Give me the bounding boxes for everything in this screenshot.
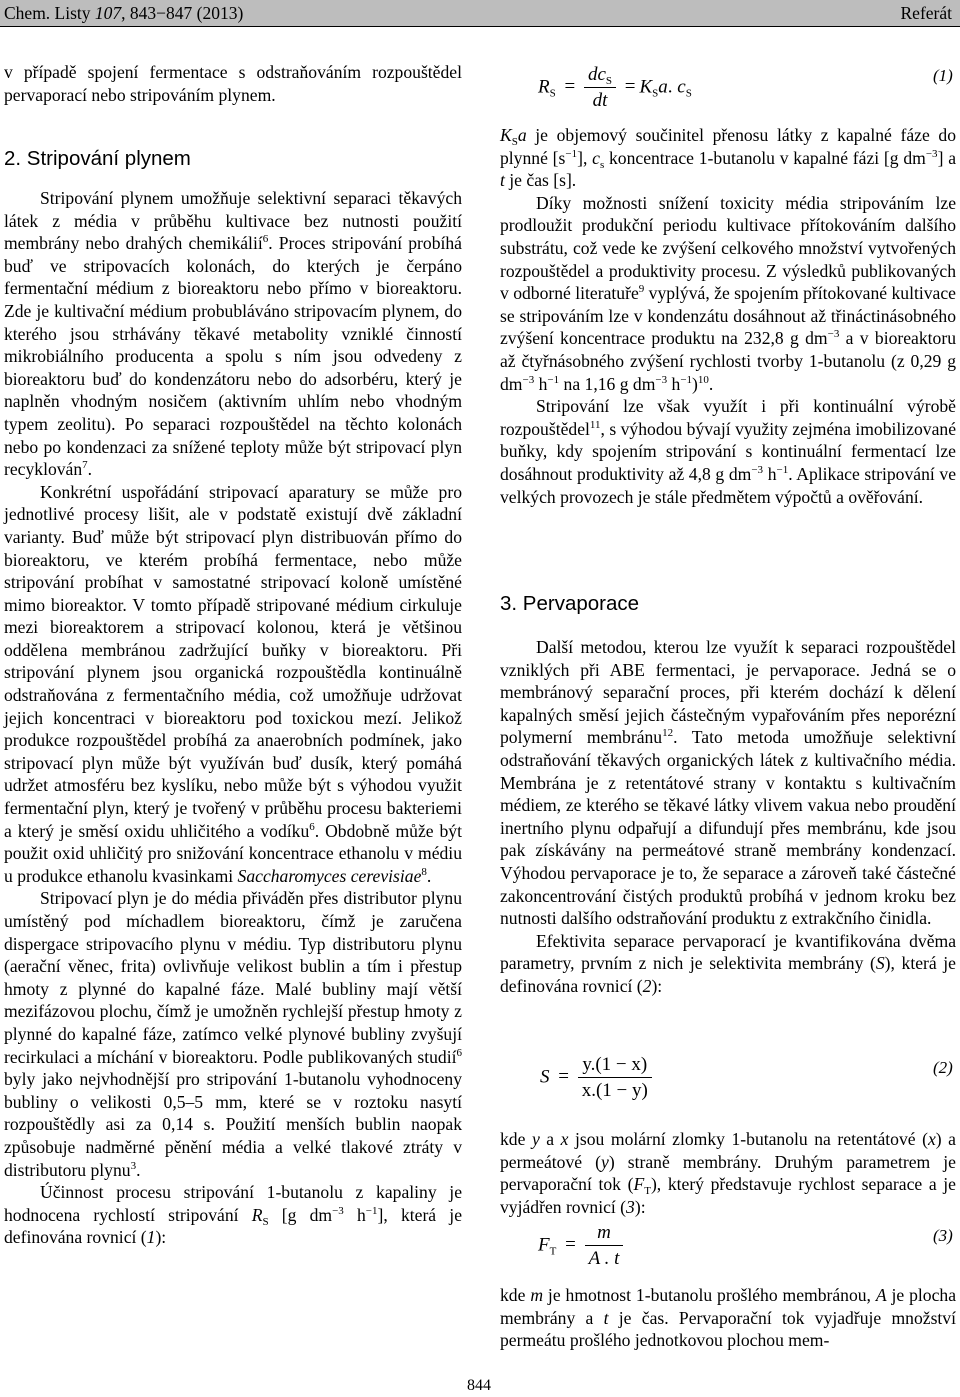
citation-ref: 7 bbox=[82, 459, 88, 472]
citation-ref: 12 bbox=[662, 727, 674, 740]
citation-ref: 8 bbox=[421, 865, 427, 878]
paragraph: Stripovací plyn je do média přiváděn přes distributor plynu umístěný pod míchadlem bioreaktoru, čímž je zaručena dispergace stripovacího plynu v médiu. Typ distributoru plynu (aerační věnec, frita) ovlivňuje velikost bublin a tím i přestup hmoty z plynné do kapalné fáze. Malé bubliny mají větší mezifázovou plochu, čímž je umožněn rychlejší přestup hmoty z plynné do kapalné fáze, zatímco velké plynové bubliny zvyšují recirkulaci a míchání v bioreaktoru. Podle publikovaných studií$^6$ byly jako nejvhodnější pro stripování 1-butanolu vyhodnoceny bubliny o velikosti 0,5–5 mm, které se v roztoku nasytí rozpouštědly asi za 0,14 s. Použití menších bublin naopak způsobuje nadměrné pěnění média a velké tlakové ztráty v distributoru plynu$^3$. bbox=[4, 888, 462, 1180]
fraction: $\frac{y.(1 - x)}{x.(1 - y)}$ bbox=[578, 1054, 652, 1102]
citation-ref: 6 bbox=[456, 1046, 462, 1059]
equation-number: (2) bbox=[933, 1058, 953, 1077]
equation-number: (1) bbox=[933, 66, 953, 85]
article-type: Referát bbox=[900, 3, 952, 23]
citation-ref: 3 bbox=[130, 1159, 137, 1172]
paragraph: Účinnost procesu stripování 1-butanolu z kapaliny je hodnocena rychlostí stripování $R_S$ [g $dm^{-3}$ $h^{-1}$], která je definována rovnicí (1): bbox=[4, 1182, 462, 1248]
intro-text: v případě spojení fermentace s odstraňováním rozpouštědel pervaporací nebo stripováním plynem. bbox=[4, 62, 462, 105]
page-number: 844 bbox=[467, 1377, 491, 1394]
section-heading-stripping: 2. Stripování plynem bbox=[4, 147, 191, 170]
equation-3: $F_T$ = $\frac{m}{A . t}$ bbox=[538, 1222, 623, 1270]
journal-citation: Chem. Listy 107, 843−847 (2013) bbox=[4, 3, 244, 23]
paragraph: Konkrétní uspořádání stripovací aparatury se může pro jednotlivé procesy lišit, ale v podstatě existují dvě základní varianty. Buď může být stripovací plyn distribuován přímo do bioreaktoru, ve kterém probíhá fermentace, nebo může stripování probíhat v samostatné stripovací koloně umístěné mimo bioreaktor. V tomto případě stripované médium cirkuluje mezi bioreaktorem a stripovací kolonou, která je většinou oddělena membránou zadržující buňky v bioreaktoru. Při stripování plynem jsou organická rozpouštědla kontinuálně odstraňována z fermentačního média, což umožňuje udržovat jejich koncentraci v bioreaktoru pod toxickou mezí. Jelikož produkce rozpouštědel probíhá za anaerobních podmínek, jako stripovací plyn může být využíván buď dusík, který pomáhá udržet atmosféru bez kyslíku, nebo může být s výhodou využit fermentační plyn, který je tvořený v průběhu procesu bakteriemi a který je směsí oxidu uhličitého a vodíku$^6$. Obdobně může být použit oxid uhličitý pro snižování koncentrace ethanolu v médiu u produkce ethanolu kvasinkami Saccharomyces cerevisiae$^8$. bbox=[4, 481, 462, 886]
left-column bbox=[4, 61, 462, 106]
paragraph: Stripování plynem umožňuje selektivní separaci těkavých látek z média v průběhu kultivace bez nutnosti použití membrány nebo drahých chemikálií$^6$. Proces stripování probíhá buď ve stripovacích kolonách, do kterých je čerpáno fermentační médium z bioreaktoru nebo přímo v bioreaktoru. Zde je kultivační médium probubláváno stripovacím plynem, do kterého jsou strhávány těkavé metabolity vzniklé činností mikrobiálního producenta a spolu s ním jsou odvedeny z bioreaktoru buď do kondenzátoru nebo do adsorbéru, který je naplněn vhodným nosičem (aktivním uhlím nebo vhodným typem zeolitu). Po separaci rozpouštědel na těchto kolonách nebo po kondenzaci za snížené teploty může být stripovací plyn recyklován$^7$. bbox=[4, 188, 462, 480]
right-column-end bbox=[500, 1284, 956, 1352]
variable-definitions: $K_Sa$ je objemový součinitel přenosu látky z kapalné fáze do plynné $[s^{-1}]$, $c_s$ koncentrace 1-butanolu v kapalné fázi [g $dm^{-3}$] a t je čas [s]. bbox=[500, 125, 957, 191]
paragraph: Efektivita separace pervaporací je kvantifikována dvěma parametry, prvním z nich je selektivita membrány (S), která je definována rovnicí (2): bbox=[500, 930, 956, 996]
citation-ref: 10 bbox=[697, 373, 709, 386]
right-column bbox=[500, 124, 956, 508]
variable-definitions: kde y a x jsou molární zlomky 1-butanolu na retentátové (x) a permeátové (y) straně membrány. Druhým parametrem je pervaporační tok $(F_T)$, který představuje rychlost separace a je vyjádřen rovnicí (3): bbox=[500, 1129, 956, 1217]
citation-ref: 6 bbox=[309, 820, 315, 833]
species-name: Saccharomyces cerevisiae bbox=[237, 865, 422, 886]
citation-ref: 9 bbox=[638, 283, 645, 296]
right-column-defs bbox=[500, 1128, 956, 1218]
equation-number: (3) bbox=[933, 1226, 953, 1245]
fraction: $\frac{dc_S}{dt}$ bbox=[584, 64, 616, 112]
equation-2: S = $\frac{y.(1 - x)}{x.(1 - y)}$ bbox=[540, 1054, 652, 1102]
citation-ref: 11 bbox=[589, 418, 601, 431]
paragraph: Další metodou, kterou lze využít k separaci rozpouštědel vzniklých při ABE fermentaci, je pervaporace. Jedná se o membránový separační proces, při kterém dochází k dělení kapalných směsí jejich částečným vypařováním přes neporézní polymerní membránu$^{12}$. Tato metoda umožňuje selektivní odstraňování těkavých organických látek z kultivačního média. Membrána je z retentátové strany v kontaktu s kultivačním médiem, ze kterého se těkavé látky vlivem vakua nebo proudění inertního plynu odpařují a difundují přes membránu, kde jsou pak získávány na permeátové straně membrány kondenzací. Výhodou pervaporace je to, že separace a zároveň také částečné zakoncentrování čistých produktů probíhá v jednom kroku bez nutnosti dalšího odstraňování produktu z extrakčního činidla. bbox=[500, 637, 956, 929]
journal-volume: 107 bbox=[94, 3, 122, 23]
right-column-body bbox=[500, 636, 956, 998]
paragraph: Díky možnosti snížení toxicity média stripováním lze prodloužit produkční periodu kultivace přítokováním dalšího substrátu, což vede ke zvýšení celkového množství vytvořených rozpouštědel a produktivity procesu. Z výsledků publikovaných v odborné literatuře$^9$ vyplývá, že spojením přítokované kultivace se stripováním lze v kondenzátu dosáhnout až třináctinásobného zvýšení koncentrace produktu na 232,8 g $dm^{-3}$ a v bioreaktoru až čtyřnásobného zvýšení rychlosti tvorby 1-butanolu (z 0,29 g $dm^{-3}$ $h^{-1}$ na 1,16 g $dm^{-3}$ $h^{-1})^{10}$. bbox=[500, 192, 956, 394]
equation-1: $R_S$ = $\frac{dc_S}{dt}$ = $K_Sa$. $c_S$ bbox=[538, 64, 692, 111]
section-heading-pervaporation: 3. Pervaporace bbox=[500, 592, 640, 615]
paragraph: Stripování lze však využít i při kontinuální výrobě rozpouštědel$^{11}$, s výhodou bývají využity zejména imobilizované buňky, kdy spojením stripování s kontinuální fermentací lze dosáhnout produktivity až 4,8 g $dm^{-3}$ $h^{-1}$. Aplikace stripování ve velkých provozech je stále předmětem výpočtů a ověřování. bbox=[500, 396, 956, 507]
left-column-body bbox=[4, 187, 462, 1249]
fraction: $\frac{m}{A . t}$ bbox=[585, 1222, 624, 1270]
citation-ref: 6 bbox=[262, 233, 269, 246]
variable-definitions: kde m je hmotnost 1-butanolu prošlého membránou, A je plocha membrány a t je čas. Pervaporační tok vyjadřuje množství permeátu prošlého jednotkovou plochou mem- bbox=[500, 1285, 956, 1351]
journal-header bbox=[0, 0, 960, 27]
